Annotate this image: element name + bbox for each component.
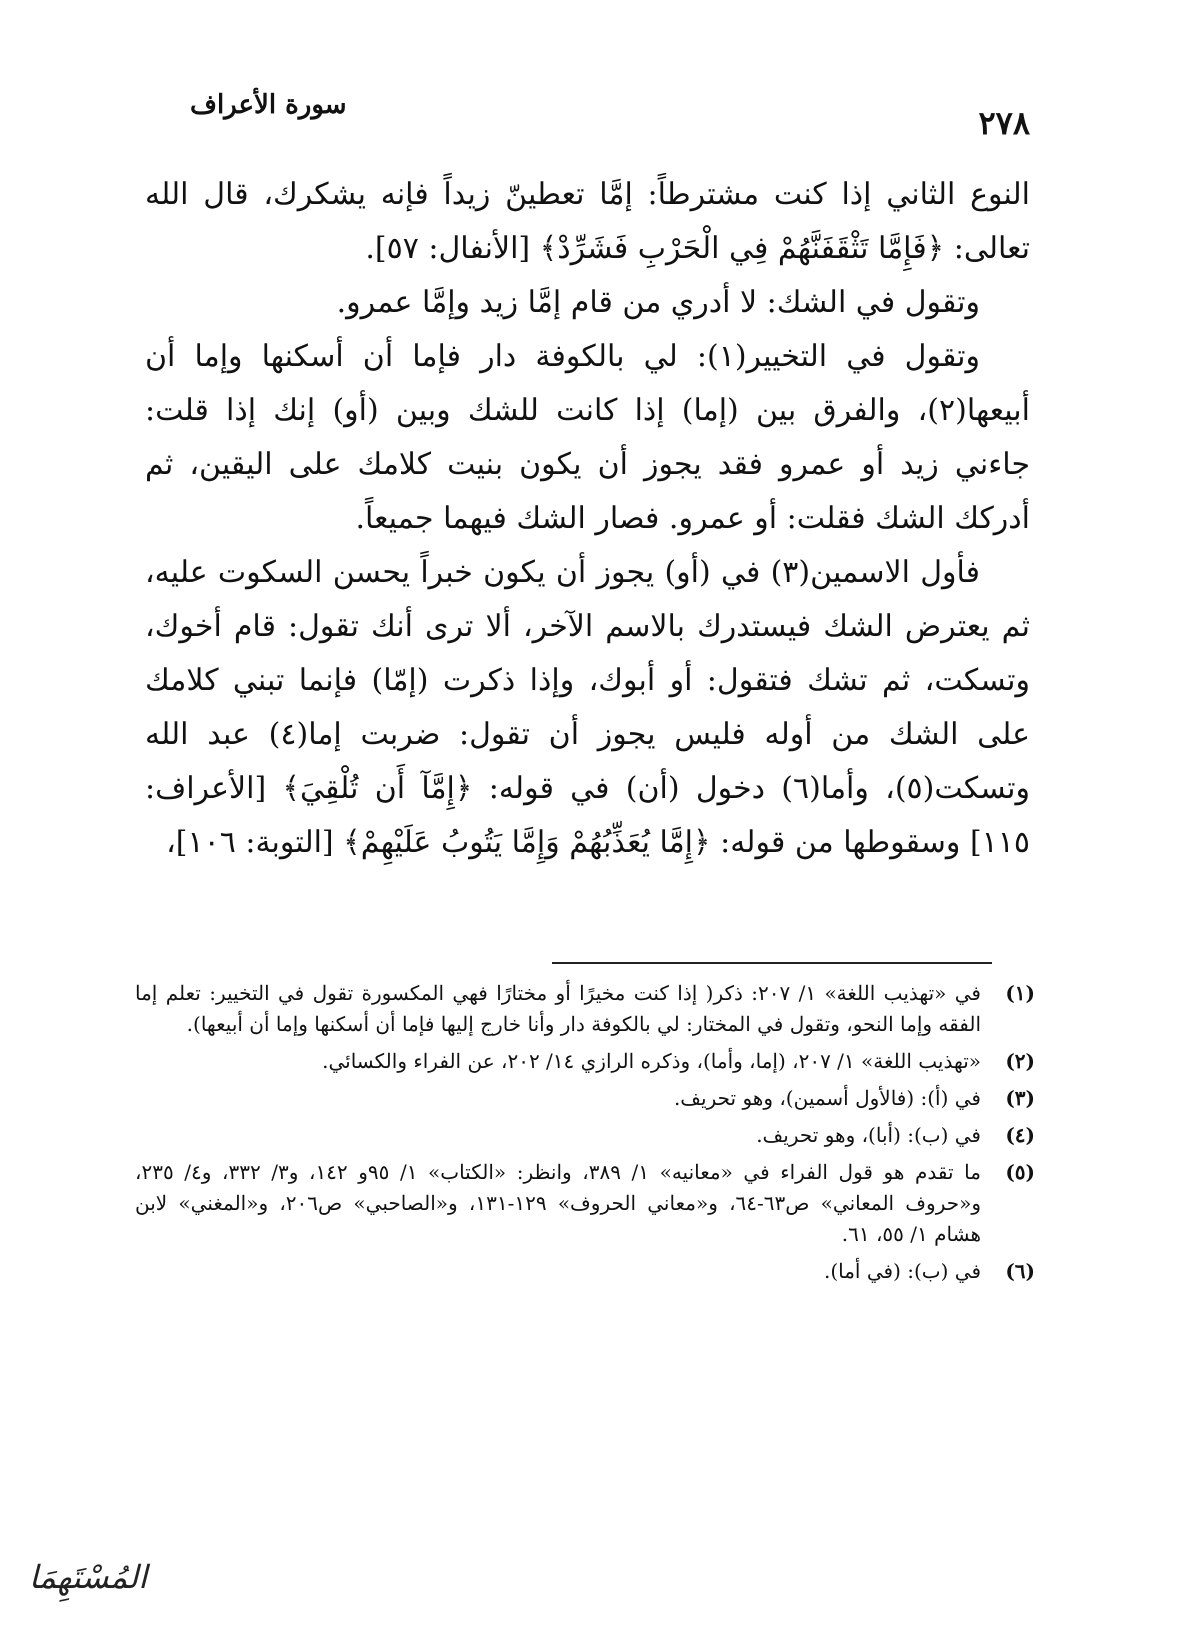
footnotes [135,978,1035,1293]
paragraph-3: وتقول في التخيير(١): لي بالكوفة دار فإما أن أسكنها وإما أن أبيعها(٢)، والفرق بين (إما) إذا كانت للشك وبين (أو) إنك إذا قلت: جاءني زيد أو عمرو فقد يجوز أن يكون بنيت كلامك على اليقين، ثم أدركك الشك فقلت: أو عمرو. فصار الشك فيهما جميعاً. [145,339,1030,536]
library-stamp-logo: المُسْتَهِمَا [28,1558,148,1596]
page-header [150,82,1030,142]
paragraph-1: النوع الثاني إذا كنت مشترطاً: إمَّا تعطينّ زيداً فإنه يشكرك، قال الله تعالى: ﴿فَإِمَّا تَثْقَفَنَّهُمْ فِي الْحَرْبِ فَشَرِّدْ﴾ [الأنفال: ٥٧]. [145,177,1030,266]
footnote-4 [135,1120,1035,1151]
footnote-6 [135,1256,1035,1287]
footnote-number: (٢) [1005,1049,1035,1073]
surah-title: سورة الأعراف [190,90,347,120]
footnote-number: (٤) [1005,1123,1035,1147]
footnote-5 [135,1157,1035,1250]
page-number: ٢٧٨ [978,104,1030,142]
paragraph-2: وتقول في الشك: لا أدري من قام إمَّا زيد وإمَّا عمرو. [336,285,980,320]
footnote-number: (١) [1005,981,1035,1005]
footnote-2 [135,1046,1035,1077]
footnote-number: (٥) [1005,1160,1035,1184]
footnote-text: في (أ): (فالأول أسمين)، وهو تحريف. [673,1086,981,1110]
main-text [145,168,1030,870]
footnote-text: في (ب): (أبا)، وهو تحريف. [756,1123,981,1147]
footnote-text: في «تهذيب اللغة» ١/ ٢٠٧: ذكر( إذا كنت مخيرًا أو مختارًا فهي المكسورة تقول في التخيير: تعلم إما الفقه وإما النحو، وتقول في المختار: لي بالكوفة دار وأنا خارج إليها فإما أن أسكنها وإما أن أبيعها). [135,981,981,1036]
footnote-text: ما تقدم هو قول الفراء في «معانيه» ١/ ٣٨٩، وانظر: «الكتاب» ١/ ٩٥و ١٤٢، و٣/ ٣٣٢، و٤/ ٢٣٥، و«حروف المعاني» ص٦٣-٦٤، و«معاني الحروف» ١٢٩-١٣١، و«الصاحبي» ص٢٠٦، و«المغني» لابن هشام ١/ ٥٥، ٦١. [135,1160,981,1246]
footnote-text: في (ب): (في أما). [823,1259,981,1283]
footnote-separator [552,962,992,964]
footnote-1 [135,978,1035,1040]
paragraph-4: فأول الاسمين(٣) في (أو) يجوز أن يكون خبراً يحسن السكوت عليه، ثم يعترض الشك فيستدرك بالاسم الآخر، ألا ترى أنك تقول: قام أخوك، وتسكت، ثم تشك فتقول: أو أبوك، وإذا ذكرت (إمّا) فإنما تبني كلامك على الشك من أوله فليس يجوز أن تقول: ضربت إما(٤) عبد الله وتسكت(٥)، وأما(٦) دخول (أن) في قوله: ﴿إِمَّآ أَن تُلْقِيَ﴾ [الأعراف: ١١٥] وسقوطها من قوله: ﴿إِمَّا يُعَذِّبُهُمْ وَإِمَّا يَتُوبُ عَلَيْهِمْ﴾ [التوبة: ١٠٦]، [145,555,1030,860]
footnote-number: (٦) [1005,1259,1035,1283]
footnote-3 [135,1083,1035,1114]
footnote-text: «تهذيب اللغة» ١/ ٢٠٧، (إما، وأما)، وذكره الرازي ١٤/ ٢٠٢، عن الفراء والكسائي. [322,1049,981,1073]
footnote-number: (٣) [1005,1086,1035,1110]
